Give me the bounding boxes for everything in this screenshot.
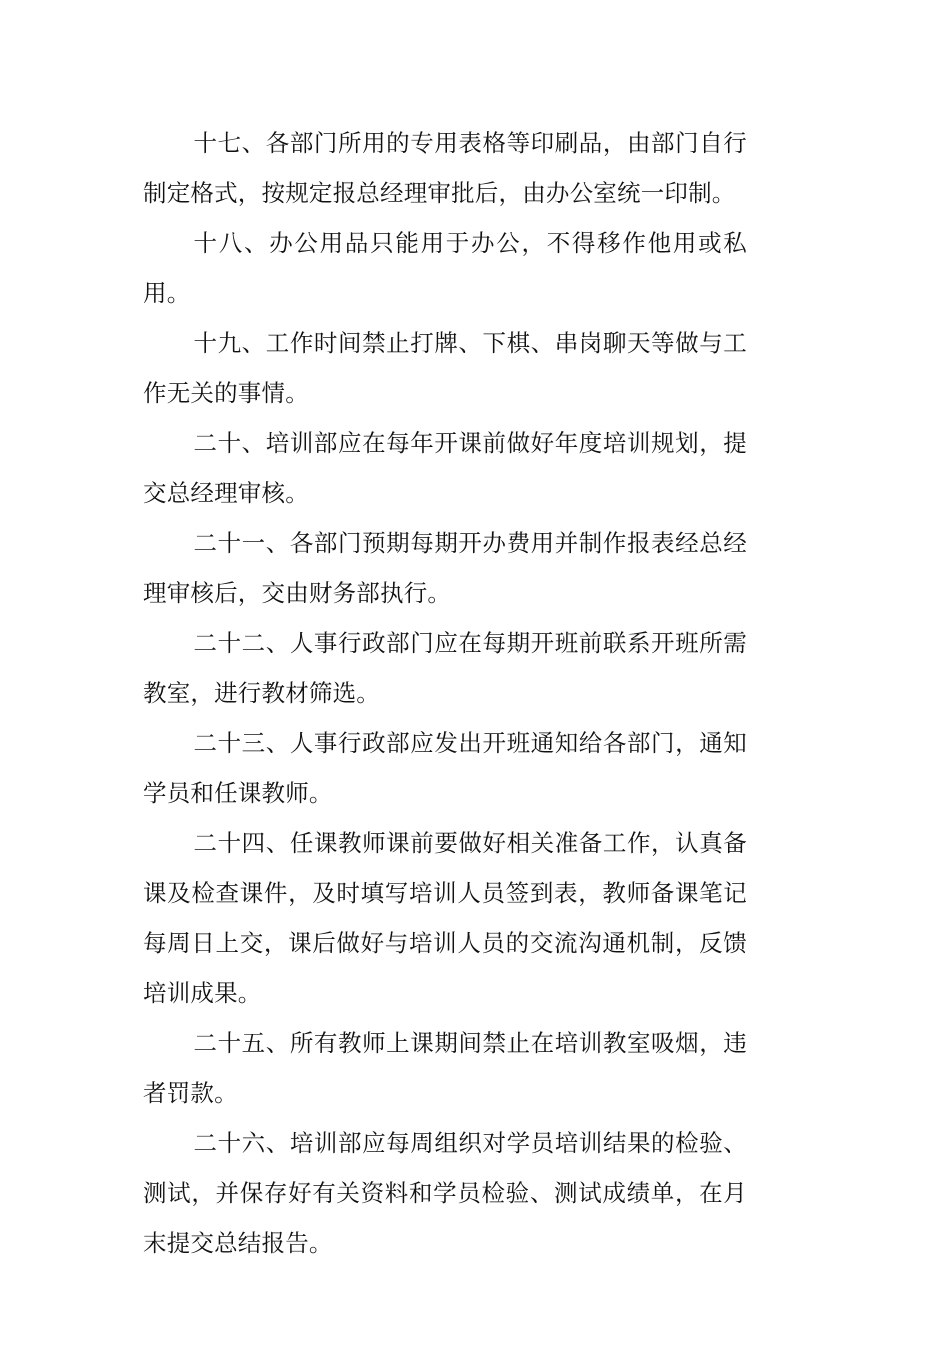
document-body <box>143 118 747 1268</box>
paragraph-23: 二十三、人事行政部应发出开班通知给各部门，通知学员和任课教师。 <box>143 729 747 807</box>
paragraph-24: 二十四、任课教师课前要做好相关准备工作，认真备课及检查课件，及时填写培训人员签到表，教师备课笔记每周日上交，课后做好与培训人员的交流沟通机制，反馈培训成果。 <box>143 829 747 1007</box>
paragraph-25: 二十五、所有教师上课期间禁止在培训教室吸烟，违者罚款。 <box>143 1029 747 1107</box>
paragraph-22: 二十二、人事行政部门应在每期开班前联系开班所需教室，进行教材筛选。 <box>143 629 747 707</box>
paragraph-20: 二十、培训部应在每年开课前做好年度培训规划，提交总经理审核。 <box>143 429 747 507</box>
paragraph-21: 二十一、各部门预期每期开办费用并制作报表经总经理审核后，交由财务部执行。 <box>143 529 747 607</box>
paragraph-26: 二十六、培训部应每周组织对学员培训结果的检验、测试，并保存好有关资料和学员检验、测试成绩单，在月末提交总结报告。 <box>143 1129 747 1257</box>
paragraph-17: 十七、各部门所用的专用表格等印刷品，由部门自行制定格式，按规定报总经理审批后，由办公室统一印制。 <box>143 129 747 207</box>
paragraph-18: 十八、办公用品只能用于办公，不得移作他用或私用。 <box>143 229 747 307</box>
paragraph-19: 十九、工作时间禁止打牌、下棋、串岗聊天等做与工作无关的事情。 <box>143 329 747 407</box>
